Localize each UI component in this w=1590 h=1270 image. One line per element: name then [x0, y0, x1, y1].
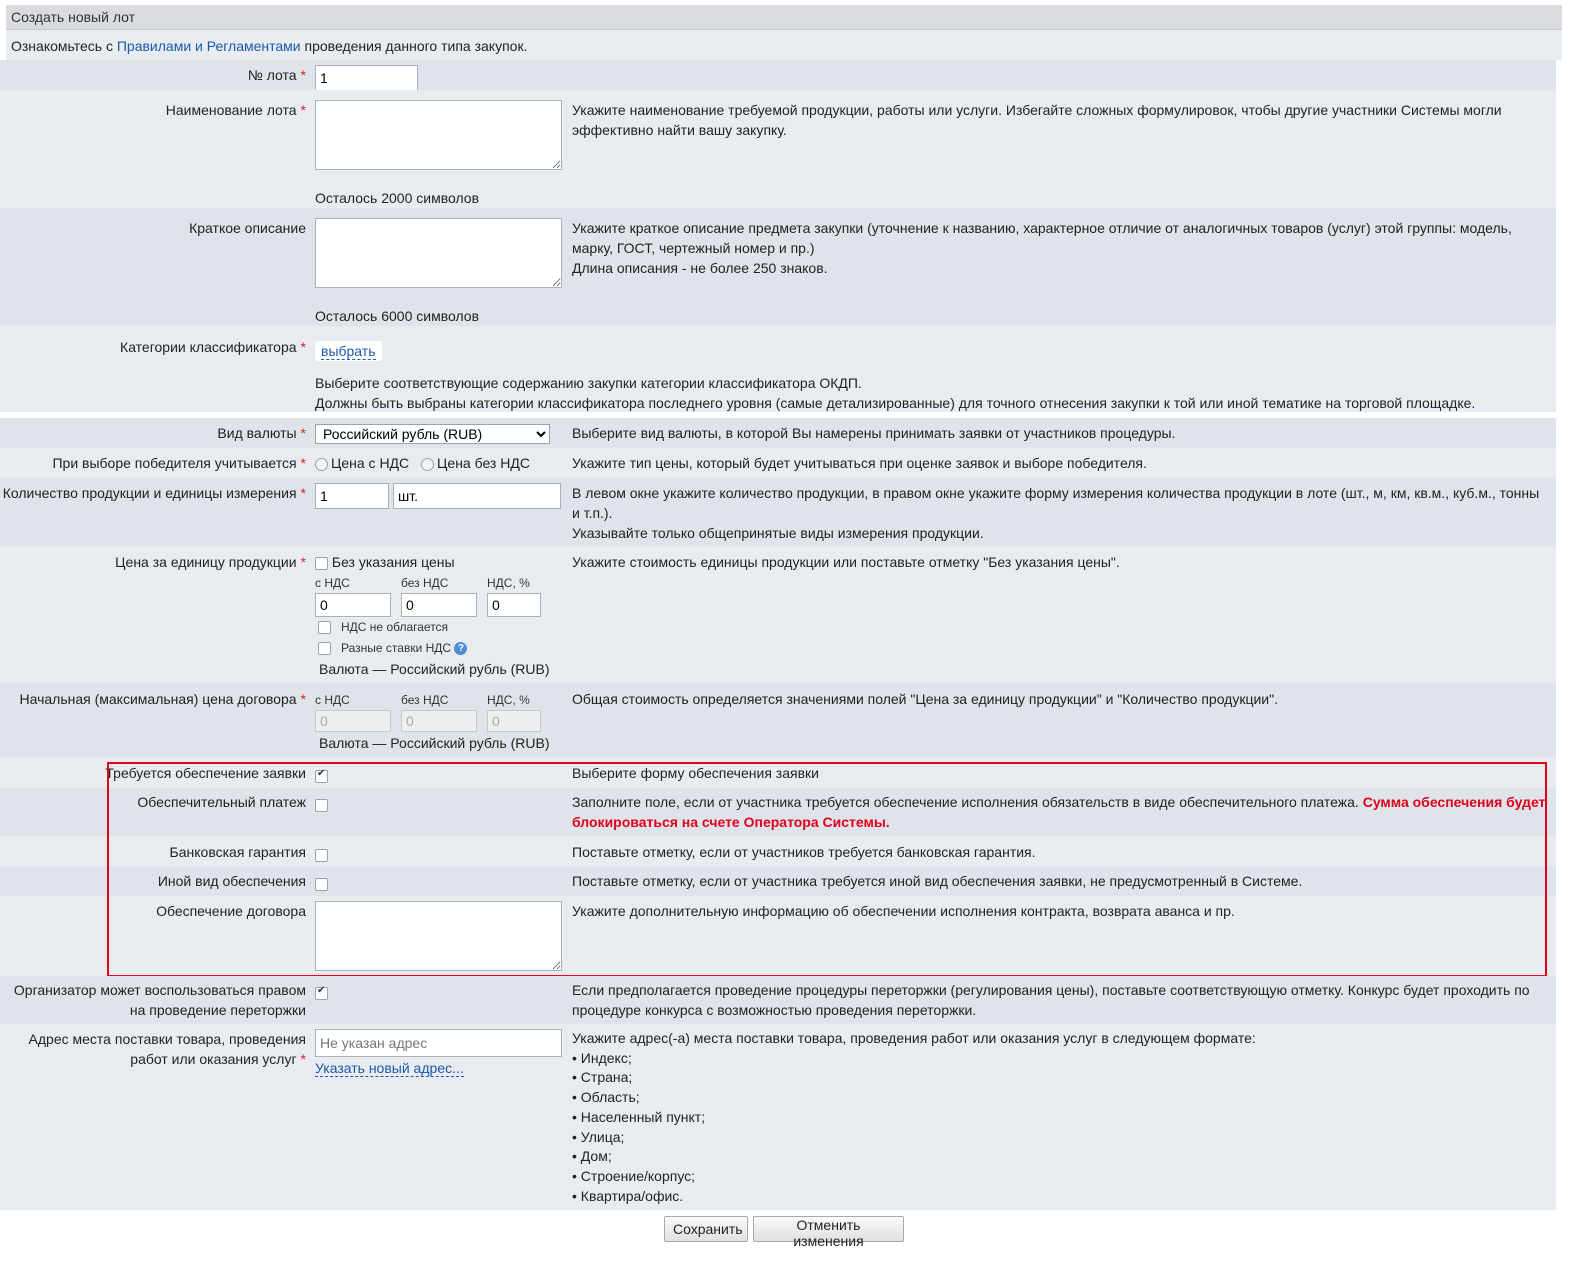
- row-quantity: [0, 478, 1556, 546]
- row-lot-name: [0, 90, 1556, 208]
- intro-text: Ознакомьтесь с Правилами и Регламентами проведения данного типа закупок.: [6, 30, 1562, 60]
- address-input[interactable]: [315, 1029, 562, 1057]
- security-bank-label: Банковская гарантия: [169, 844, 306, 860]
- unit-input[interactable]: [393, 483, 561, 509]
- new-address-link[interactable]: Указать новый адрес...: [315, 1060, 464, 1076]
- currency-label: Вид валюты *: [217, 425, 306, 441]
- security-bank-checkbox[interactable]: [315, 846, 328, 862]
- max-price-without-vat: [401, 710, 477, 732]
- security-required-checkbox[interactable]: [315, 767, 328, 783]
- cancel-button[interactable]: Отменить изменения: [753, 1216, 904, 1242]
- short-desc-label: Краткое описание: [189, 220, 306, 236]
- row-short-desc: [0, 208, 1556, 326]
- classifier-label: Категории классификатора *: [120, 339, 306, 355]
- rebid-help: Если предполагается проведение процедуры переторжки (регулирования цены), поставьте соответствующую отметку. Конкурс будет проходить по процедуре конкурса с возможностью проведения переторжки.: [572, 982, 1530, 1018]
- short-desc-counter: Осталось 6000 символов: [315, 308, 480, 324]
- security-other-label: Иной вид обеспечения: [157, 873, 306, 889]
- rebid-checkbox[interactable]: [315, 984, 328, 1000]
- security-contract-textarea[interactable]: [315, 901, 562, 971]
- no-price-checkbox[interactable]: Без указания цены: [315, 552, 455, 572]
- diff-vat-checkbox[interactable]: Разные ставки НДС ?: [318, 641, 467, 655]
- row-address: [0, 1024, 1556, 1210]
- security-contract-help: Укажите дополнительную информацию об обеспечении исполнения контракта, возврата аванса и пр.: [572, 903, 1235, 919]
- security-payment-help: Заполните поле, если от участника требуется обеспечение исполнения обязательств в виде обеспечительного платежа. Сумма обеспечения будет блокироваться на счете Оператора Системы.: [572, 794, 1546, 830]
- no-vat-checkbox[interactable]: НДС не облагается: [318, 620, 448, 634]
- currency-help: Выберите вид валюты, в которой Вы намерены принимать заявки от участников процедуры.: [572, 425, 1176, 441]
- quantity-input[interactable]: [315, 483, 389, 509]
- row-lot-number: [0, 60, 1556, 90]
- lot-number-input[interactable]: [315, 65, 418, 91]
- row-unit-price: Цена за единицу продукции * Без указания цены с НДС без НДС НДС, % 0 0 0 НДС не облагается Разные ставки НДС ? Валюта — Российский рубль (RUB) Укажите стоимость единицы продукции или поставьте отметку "Без указания цены".: [0, 546, 1556, 682]
- quantity-label: Количество продукции и единицы измерения *: [2, 485, 306, 501]
- row-max-price: Начальная (максимальная) цена договора * с НДС без НДС НДС, % 0 0 0 Валюта — Российский рубль (RUB) Общая стоимость определяется значениями полей "Цена за единицу продукции" и "Количество продукции".: [0, 682, 1556, 758]
- max-price-with-vat: [315, 710, 391, 732]
- row-winner-price: [0, 448, 1556, 478]
- row-currency: [0, 418, 1556, 448]
- max-price-currency-note: Валюта — Российский рубль (RUB): [319, 735, 550, 751]
- unit-price-help: Укажите стоимость единицы продукции или поставьте отметку "Без указания цены".: [572, 554, 1120, 570]
- security-other-help: Поставьте отметку, если от участника требуется иной вид обеспечения заявки, не предусмотренный в Системе.: [572, 873, 1303, 889]
- max-price-help: Общая стоимость определяется значениями полей "Цена за единицу продукции" и "Количество продукции".: [572, 691, 1278, 707]
- lot-name-help: Укажите наименование требуемой продукции, работы или услуги. Избегайте сложных формулировок, чтобы другие участники Системы могли эффективно найти вашу закупку.: [572, 102, 1502, 138]
- rules-link[interactable]: Правилами и Регламентами: [116, 38, 301, 54]
- row-security-required: [0, 758, 1556, 788]
- row-security-other: [0, 866, 1556, 896]
- address-label: Адрес места поставки товара, проведения работ или оказания услуг *: [28, 1031, 306, 1067]
- security-required-label: Требуется обеспечение заявки: [105, 765, 306, 781]
- lot-name-counter: Осталось 2000 символов: [315, 190, 480, 206]
- row-security-payment: [0, 788, 1556, 836]
- address-help: Укажите адрес(-а) места поставки товара, проведения работ или оказания услуг в следующем формате: • Индекс; • Страна; • Область; • Населенный пункт; • Улица; • Дом; • Строение/корпус; • Квартира/офис.: [572, 1030, 1256, 1204]
- row-security-bank: [0, 836, 1556, 866]
- rebid-label: Организатор может воспользоваться правом на проведение переторжки: [13, 982, 306, 1018]
- price-without-vat-radio[interactable]: Цена без НДС: [421, 455, 530, 471]
- create-lot-form: [6, 5, 1562, 60]
- unit-price-with-vat[interactable]: [315, 593, 391, 617]
- winner-price-label: При выборе победителя учитывается *: [52, 455, 306, 471]
- unit-price-vat-percent[interactable]: [487, 593, 541, 617]
- currency-select[interactable]: [315, 424, 550, 444]
- lot-name-textarea[interactable]: [315, 100, 562, 170]
- classifier-help: Выберите соответствующие содержанию закупки категории классификатора ОКДП. Должны быть выбраны категории классификатора последнего уровня (самые детализированные) для точного отнесения закупки к той или иной тематике на торговой площадке.: [315, 375, 1476, 411]
- choose-classifier-button[interactable]: выбрать: [315, 341, 382, 361]
- max-price-label: Начальная (максимальная) цена договора *: [19, 691, 306, 707]
- security-payment-label: Обеспечительный платеж: [137, 794, 306, 810]
- short-desc-textarea[interactable]: [315, 218, 562, 288]
- security-contract-label: Обеспечение договора: [156, 903, 306, 919]
- max-price-vat-percent: [487, 710, 541, 732]
- save-button[interactable]: Сохранить: [664, 1216, 748, 1242]
- short-desc-help: Укажите краткое описание предмета закупки (уточнение к названию, характерное отличие от аналогичных товаров (услуг) этой группы: модель, марку, ГОСТ, чертежный номер и пр.) Длина описания - не более 250 знаков.: [572, 220, 1512, 276]
- security-bank-help: Поставьте отметку, если от участников требуется банковская гарантия.: [572, 844, 1036, 860]
- security-payment-checkbox[interactable]: [315, 796, 328, 812]
- winner-price-help: Укажите тип цены, который будет учитываться при оценке заявок и выборе победителя.: [572, 455, 1147, 471]
- help-icon[interactable]: ?: [454, 642, 467, 655]
- lot-name-label: Наименование лота *: [165, 102, 306, 118]
- security-required-help: Выберите форму обеспечения заявки: [572, 765, 819, 781]
- lot-number-label: № лота *: [247, 67, 306, 83]
- quantity-help: В левом окне укажите количество продукции, в правом окне укажите форму измерения количества продукции в лоте (шт., м, км, кв.м., куб.м., тонны и т.п.). Указывайте только общепринятые виды измерения продукции.: [572, 485, 1540, 541]
- row-classifier: [0, 326, 1556, 412]
- unit-price-without-vat[interactable]: [401, 593, 477, 617]
- unit-price-currency-note: Валюта — Российский рубль (RUB): [319, 661, 550, 677]
- row-rebid: [0, 976, 1556, 1024]
- unit-price-label: Цена за единицу продукции *: [115, 554, 306, 570]
- form-header: Создать новый лот: [6, 5, 1562, 30]
- price-with-vat-radio[interactable]: Цена с НДС: [315, 455, 409, 471]
- security-other-checkbox[interactable]: [315, 875, 328, 891]
- row-security-contract: [0, 896, 1556, 976]
